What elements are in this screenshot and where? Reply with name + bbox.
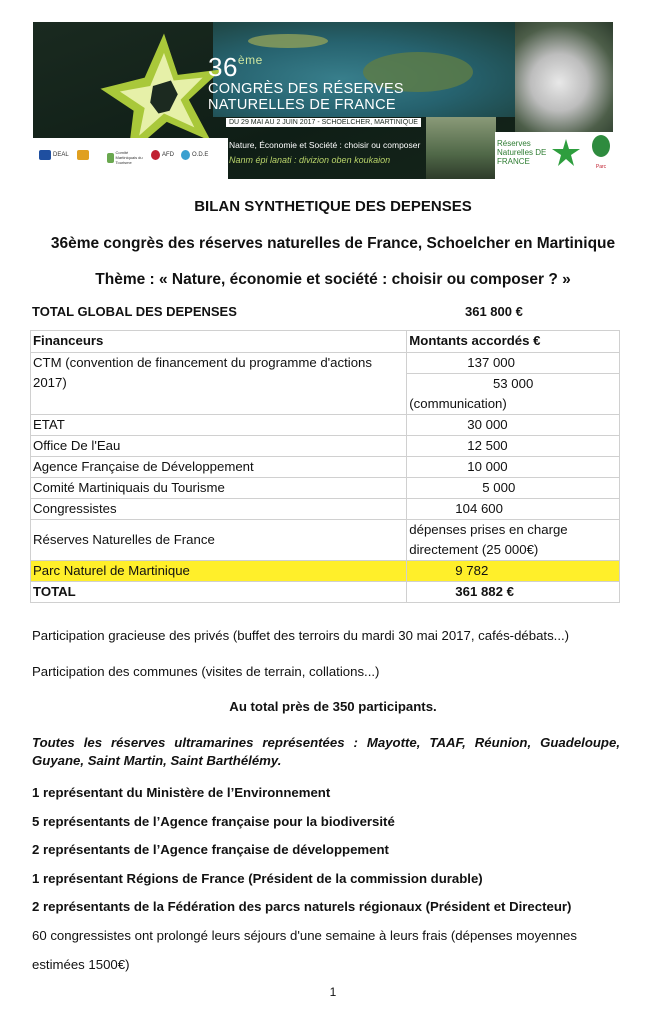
row-value: 104 600: [407, 499, 620, 520]
ctm-value-2-note: (communication): [409, 396, 507, 411]
rep-afd: 2 représentants de l’Agence française de développement: [32, 842, 389, 857]
table-row: [31, 436, 620, 457]
banner-tagline: [229, 140, 429, 165]
funders-table: [30, 330, 620, 603]
banner-hikers-photo: [426, 117, 496, 179]
rnf-label: Réserves Naturelles de France: [31, 520, 407, 561]
row-label: Comité Martiniquais du Tourisme: [31, 478, 407, 499]
document-title: BILAN SYNTHETIQUE DES DEPENSES: [194, 198, 472, 215]
ctm-value-1: 137 000: [407, 353, 620, 374]
row-label: Congressistes: [31, 499, 407, 520]
table-header-row: [31, 331, 620, 353]
paragraph-participants: Au total près de 350 participants.: [229, 699, 437, 714]
table-row: [31, 499, 620, 520]
banner-line-2: CONGRÈS DES RÉSERVES: [208, 81, 404, 97]
total-label: TOTAL: [31, 582, 407, 603]
page-number: 1: [329, 985, 337, 999]
congress-banner: [33, 22, 613, 179]
partner-logo-cmt: Comité Martiniquais du Tourisme: [107, 150, 147, 165]
banner-line-3: NATURELLES DE FRANCE: [208, 96, 396, 113]
table-row: [31, 457, 620, 478]
ctm-value-2: [407, 374, 620, 415]
rnf-logo-block: [495, 132, 613, 179]
partner-logo-deal: DEAL: [39, 150, 69, 160]
banner-dates: DU 29 MAI AU 2 JUIN 2017 - SCHOELCHER, MARTINIQUE: [226, 118, 421, 127]
ctm-label: CTM (convention de financement du programme d'actions 2017): [31, 353, 407, 415]
ctm-value-2-amount: 53 000: [492, 376, 534, 391]
paragraph-reserves: Toutes les réserves ultramarines représentées : Mayotte, TAAF, Réunion, Guadeloupe, Guyane, Saint Martin, Saint Barthélémy.: [32, 735, 620, 768]
total-value: 361 882 €: [407, 582, 620, 603]
banner-number: 36: [208, 52, 238, 82]
document-theme: Thème : « Nature, économie et société : choisir ou composer ? »: [95, 271, 571, 288]
document-subtitle: 36ème congrès des réserves naturelles de France, Schoelcher en Martinique: [50, 235, 616, 252]
row-label: Office De l'Eau: [31, 436, 407, 457]
table-row-ctm-1: [31, 353, 620, 374]
partner-logo-afd: AFD: [151, 150, 174, 160]
tagline-french: Nature, Économie et Société : choisir ou composer: [229, 140, 421, 150]
rep-federation: 2 représentants de la Fédération des parcs naturels régionaux (Président et Directeur): [32, 899, 572, 914]
table-row: [31, 478, 620, 499]
paragraph-prolonge-2: estimées 1500€): [32, 957, 130, 972]
pnm-value: 9 782: [407, 561, 620, 582]
svg-text:Parc: Parc: [595, 164, 607, 170]
banner-title: [208, 54, 421, 128]
rep-afb: 5 représentants de l’Agence française pour la biodiversité: [32, 814, 395, 829]
banner-bird-photo: [515, 22, 613, 132]
header-montants: Montants accordés €: [407, 331, 620, 353]
banner-number-sup: ème: [237, 53, 263, 67]
header-financeurs: Financeurs: [31, 331, 407, 353]
partner-logo-ode: O.D.E: [181, 150, 208, 160]
rep-ministere: 1 représentant du Ministère de l’Environnement: [32, 785, 331, 800]
total-global-value: 361 800 €: [465, 304, 523, 319]
paragraph-prolonge-1: 60 congressistes ont prolongé leurs séjours d'une semaine à leurs frais (dépenses moyennes: [32, 928, 577, 943]
row-value: 30 000: [407, 415, 620, 436]
rnf-value: dépenses prises en charge directement (25 000€): [407, 520, 620, 561]
rnf-logo-text: Réserves Naturelles DE FRANCE: [497, 139, 547, 166]
paragraph-private: Participation gracieuse des privés (buffet des terroirs du mardi 30 mai 2017, cafés-débats...): [32, 628, 570, 643]
pnm-label: Parc Naturel de Martinique: [31, 561, 407, 582]
table-row-rnf: [31, 520, 620, 561]
rnf-star-icon: [551, 138, 581, 168]
partner-logo-bird: [77, 150, 89, 160]
row-label: ETAT: [31, 415, 407, 436]
row-value: 5 000: [407, 478, 620, 499]
total-global-label: TOTAL GLOBAL DES DEPENSES: [32, 304, 237, 319]
row-label: Agence Française de Développement: [31, 457, 407, 478]
rep-regions: 1 représentant Régions de France (Président de la commission durable): [32, 871, 483, 886]
table-row-pnm: [31, 561, 620, 582]
tagline-creole: Nanm épi lanati : divizion oben koukaion: [229, 155, 391, 165]
pnm-logo-icon: [590, 134, 612, 174]
row-value: 10 000: [407, 457, 620, 478]
paragraph-communes: Participation des communes (visites de terrain, collations...): [32, 664, 380, 679]
row-value: 12 500: [407, 436, 620, 457]
table-total-row: [31, 582, 620, 603]
table-row: [31, 415, 620, 436]
banner-island: [248, 34, 328, 48]
